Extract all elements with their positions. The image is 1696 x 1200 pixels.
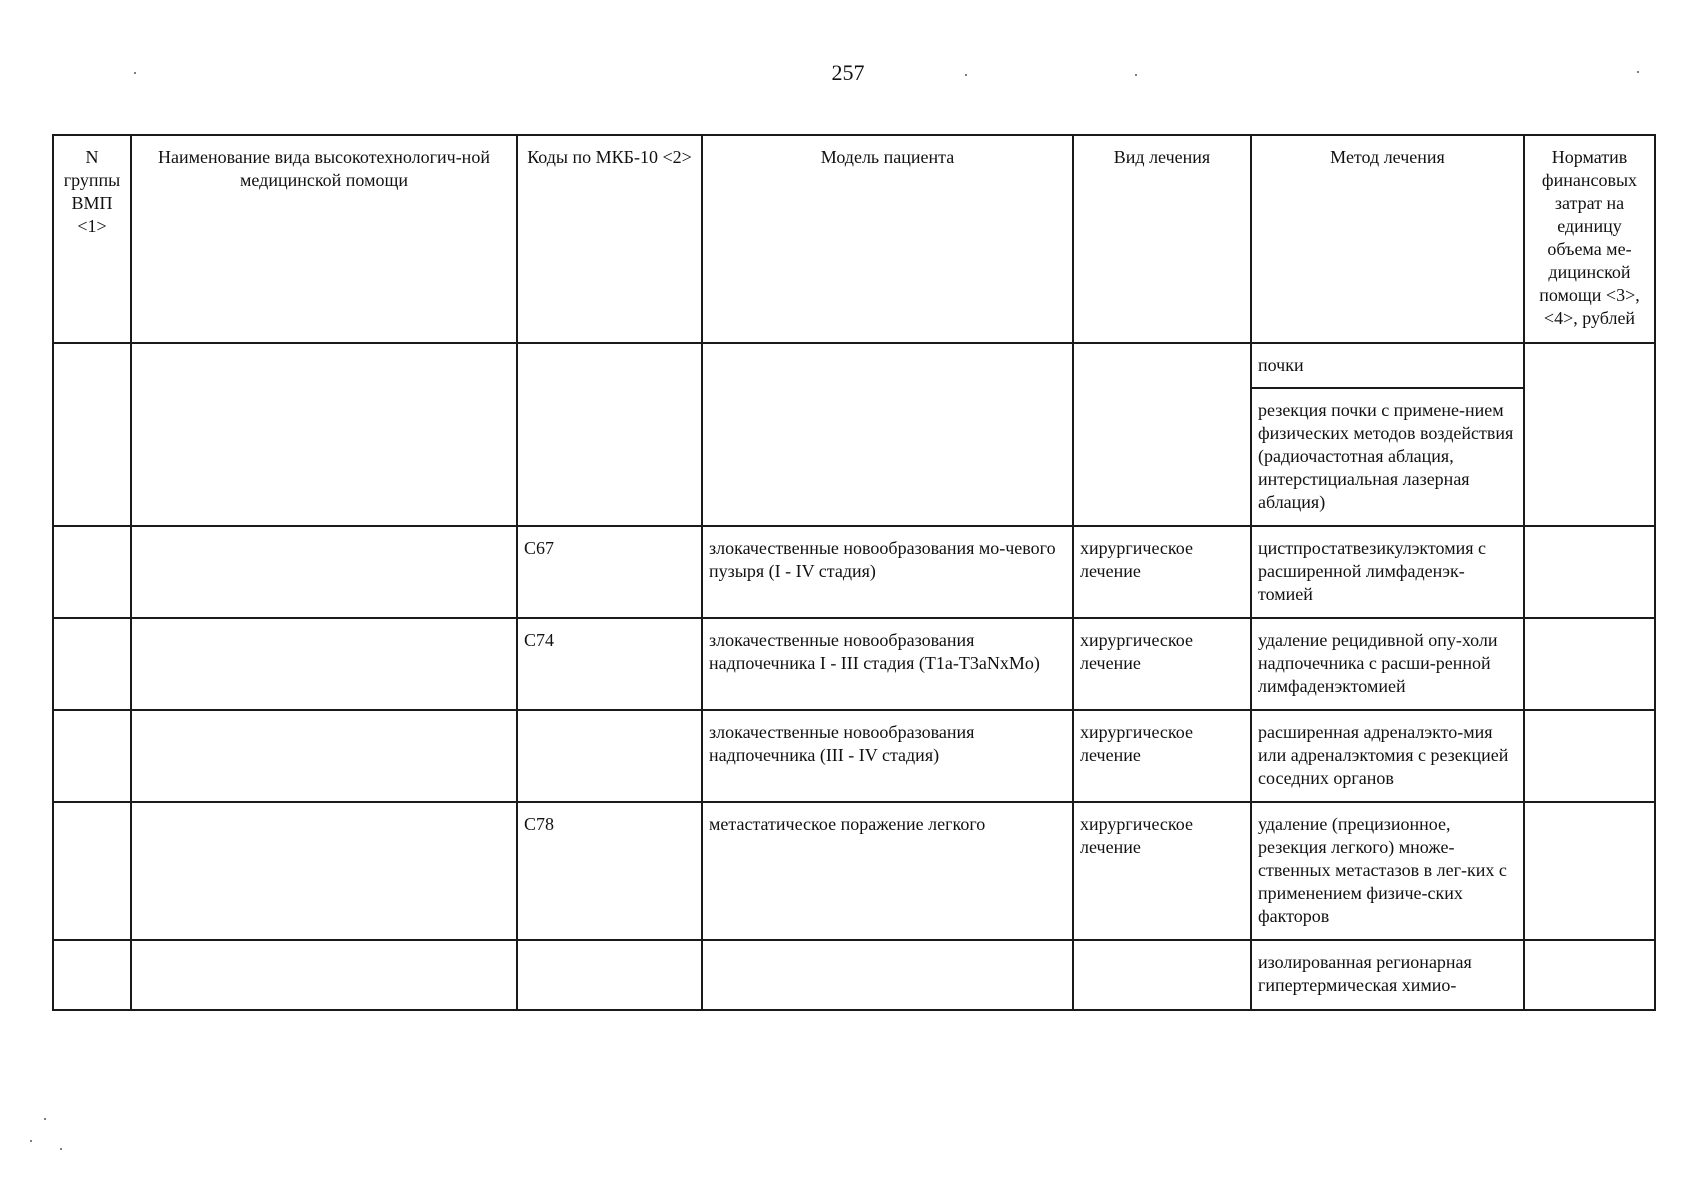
header-type: Вид лечения: [1073, 135, 1251, 343]
cell-name: [131, 710, 517, 802]
cell-norm: [1524, 940, 1655, 1010]
header-model: Модель пациента: [702, 135, 1073, 343]
cell-group: [53, 710, 131, 802]
cell-name: [131, 802, 517, 940]
scan-speck: [44, 1118, 46, 1120]
cell-code: C78: [517, 802, 702, 940]
cell-method: цистпростатвезикулэктомия с расширенной лимфаденэк-томией: [1251, 526, 1524, 618]
cell-method: почки: [1251, 343, 1524, 388]
header-method: Метод лечения: [1251, 135, 1524, 343]
cell-type: хирургическое лечение: [1073, 802, 1251, 940]
cell-norm: [1524, 526, 1655, 618]
cell-group: [53, 526, 131, 618]
cell-norm: [1524, 343, 1655, 526]
cell-type: [1073, 343, 1251, 526]
table-row: [53, 526, 1655, 618]
cell-code: [517, 710, 702, 802]
cell-method: резекция почки с примене-нием физических методов воздействия (радиочастотная аблация, интерстициальная лазерная аблация): [1251, 388, 1524, 526]
scan-speck: [30, 1140, 32, 1142]
cell-code: C67: [517, 526, 702, 618]
header-name: Наименование вида высокотехнологич-ной медицинской помощи: [131, 135, 517, 343]
cell-method: удаление рецидивной опу-холи надпочечника с расши-ренной лимфаденэктомией: [1251, 618, 1524, 710]
cell-type: хирургическое лечение: [1073, 710, 1251, 802]
table-row: [53, 802, 1655, 940]
cell-model: злокачественные новообразования надпочечника I - III стадия (T1a-T3aNxMo): [702, 618, 1073, 710]
cell-type: хирургическое лечение: [1073, 526, 1251, 618]
header-norm: Норматив финансовых затрат на единицу объема ме-дицинской помощи <3>, <4>, рублей: [1524, 135, 1655, 343]
scan-speck: [134, 72, 136, 74]
cell-group: [53, 618, 131, 710]
scan-speck: [1135, 74, 1137, 76]
page-number: 257: [831, 60, 865, 85]
table-row: [53, 940, 1655, 1010]
cell-group: [53, 802, 131, 940]
cell-norm: [1524, 802, 1655, 940]
scan-speck: [965, 74, 967, 76]
cell-norm: [1524, 618, 1655, 710]
scan-speck: [1637, 71, 1639, 73]
cell-code: [517, 343, 702, 526]
cell-method: изолированная регионарная гипертермическая химио-: [1251, 940, 1524, 1010]
table-row: [53, 343, 1655, 388]
cell-name: [131, 940, 517, 1010]
cell-code: C74: [517, 618, 702, 710]
cell-group: [53, 343, 131, 526]
cell-type: [1073, 940, 1251, 1010]
cell-norm: [1524, 710, 1655, 802]
header-codes: Коды по МКБ-10 <2>: [517, 135, 702, 343]
cell-model: метастатическое поражение легкого: [702, 802, 1073, 940]
cell-model: злокачественные новообразования надпочечника (III - IV стадия): [702, 710, 1073, 802]
cell-model: [702, 343, 1073, 526]
cell-model: злокачественные новообразования мо-чевого пузыря (I - IV стадия): [702, 526, 1073, 618]
vmp-table: [52, 134, 1656, 1011]
cell-group: [53, 940, 131, 1010]
cell-name: [131, 526, 517, 618]
cell-code: [517, 940, 702, 1010]
table-header-row: [53, 135, 1655, 343]
header-group: N группы ВМП <1>: [53, 135, 131, 343]
scan-speck: [60, 1148, 62, 1150]
cell-name: [131, 618, 517, 710]
cell-model: [702, 940, 1073, 1010]
table-row: [53, 618, 1655, 710]
cell-name: [131, 343, 517, 526]
cell-type: хирургическое лечение: [1073, 618, 1251, 710]
table-row: [53, 710, 1655, 802]
cell-method: удаление (прецизионное, резекция легкого) множе-ственных метастазов в лег-ких с применением физиче-ских факторов: [1251, 802, 1524, 940]
cell-method: расширенная адреналэкто-мия или адреналэктомия с резекцией соседних органов: [1251, 710, 1524, 802]
